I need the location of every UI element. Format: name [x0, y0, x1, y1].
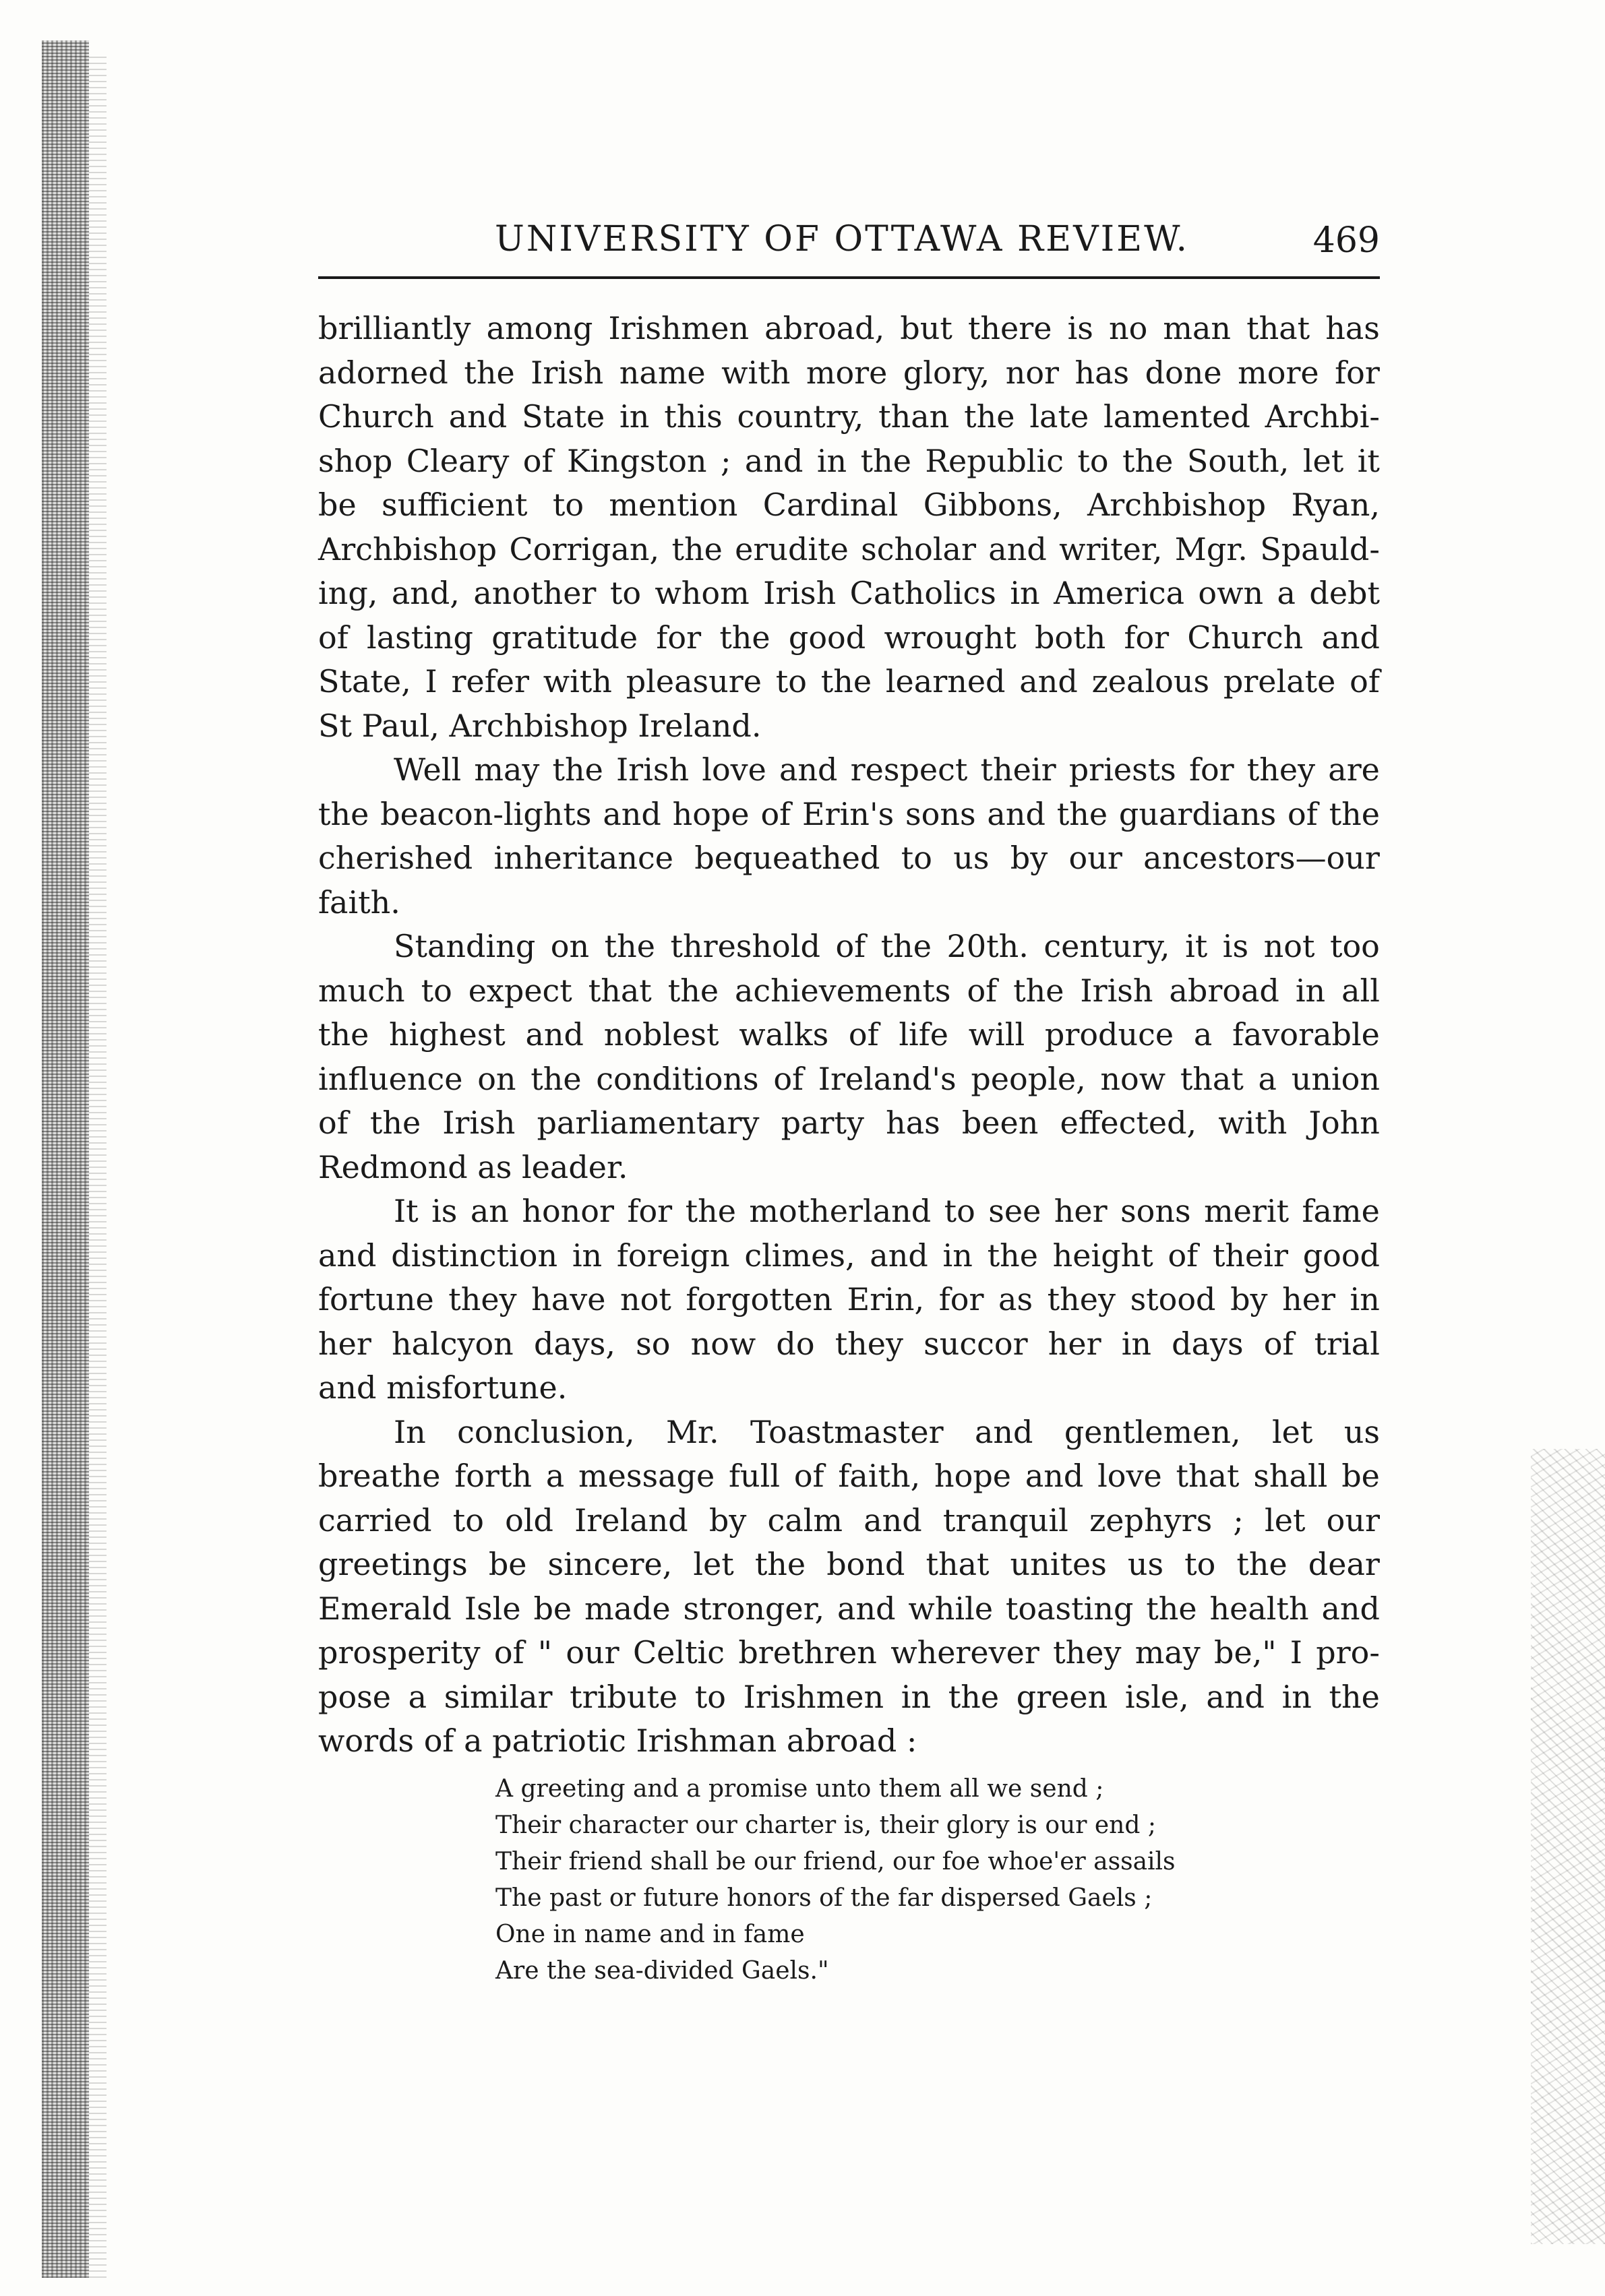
text-line: be sufficient to mention Cardinal Gibbons, Archbishop Ryan,	[318, 487, 1380, 523]
text-line: adorned the Irish name with more glory, nor has done more for	[318, 354, 1380, 391]
running-title: UNIVERSITY OF OTTAWA REVIEW.	[495, 219, 1190, 259]
binding-edge-shadow	[89, 54, 107, 2278]
text-line: words of a patriotic Irishman abroad :	[318, 1723, 917, 1759]
text-line: Emerald Isle be made stronger, and while toasting the health and	[318, 1590, 1380, 1627]
text-line: cherished inheritance bequeathed to us by our ancestors—our	[318, 840, 1380, 876]
text-line: much to expect that the achievements of the Irish abroad in all	[318, 972, 1380, 1009]
text-line: In conclusion, Mr. Toastmaster and gentlemen, let us	[394, 1413, 1380, 1450]
text-line: Well may the Irish love and respect their priests for they are	[394, 751, 1380, 788]
page-number: 469	[1312, 220, 1380, 261]
text-line: shop Cleary of Kingston ; and in the Republic to the South, let it	[318, 442, 1380, 479]
body-text	[318, 307, 1380, 1764]
poem-line: Their character our charter is, their glory is our end ;	[495, 1811, 1156, 1839]
scan-noise	[1531, 1449, 1605, 2244]
text-line: breathe forth a message full of faith, hope and love that shall be	[318, 1458, 1380, 1494]
text-line: State, I refer with pleasure to the learned and zealous prelate of	[318, 663, 1380, 700]
poem-line: Their friend shall be our friend, our foe whoe'er assails	[495, 1848, 1176, 1875]
binding-edge	[42, 40, 89, 2278]
text-line: ing, and, another to whom Irish Catholics in America own a debt	[318, 575, 1380, 611]
text-line: Redmond as leader.	[318, 1148, 628, 1185]
page-header	[318, 212, 1380, 273]
header-rule	[318, 276, 1380, 279]
text-line: It is an honor for the motherland to see her sons merit fame	[394, 1193, 1380, 1229]
text-line: Church and State in this country, than the late lamented Archbi-	[318, 398, 1380, 435]
text-line: Standing on the threshold of the 20th. century, it is not too	[394, 928, 1380, 964]
text-line: greetings be sincere, let the bond that unites us to the dear	[318, 1546, 1380, 1582]
text-line: of the Irish parliamentary party has been effected, with John	[318, 1105, 1380, 1141]
text-line: influence on the conditions of Ireland's people, now that a union	[318, 1060, 1380, 1097]
text-line: the beacon-lights and hope of Erin's sons and the guardians of the	[318, 795, 1380, 832]
poem-line: A greeting and a promise unto them all we send ;	[495, 1775, 1104, 1803]
text-line: prosperity of " our Celtic brethren wherever they may be," I pro-	[318, 1634, 1380, 1671]
text-line: St Paul, Archbishop Ireland.	[318, 707, 762, 744]
poem-line: The past or future honors of the far dispersed Gaels ;	[495, 1884, 1153, 1912]
text-line: of lasting gratitude for the good wrought both for Church and	[318, 619, 1380, 656]
text-line: carried to old Ireland by calm and tranquil zephyrs ; let our	[318, 1501, 1380, 1539]
text-line: faith.	[318, 883, 400, 921]
poem-quotation	[495, 1771, 1304, 1989]
poem-line: Are the sea-divided Gaels."	[495, 1957, 829, 1985]
text-line: her halcyon days, so now do they succor her in days of trial	[318, 1325, 1380, 1362]
text-line: and misfortune.	[318, 1369, 568, 1406]
poem-line: One in name and in fame	[495, 1921, 805, 1948]
text-line: fortune they have not forgotten Erin, for as they stood by her in	[318, 1281, 1380, 1317]
text-line: and distinction in foreign climes, and in the height of their good	[318, 1237, 1380, 1274]
text-line: pose a similar tribute to Irishmen in the green isle, and in the	[318, 1678, 1380, 1715]
text-line: the highest and noblest walks of life will produce a favorable	[318, 1016, 1380, 1053]
text-line: brilliantly among Irishmen abroad, but there is no man that has	[318, 310, 1380, 346]
text-line: Archbishop Corrigan, the erudite scholar and writer, Mgr. Spauld-	[318, 530, 1380, 567]
